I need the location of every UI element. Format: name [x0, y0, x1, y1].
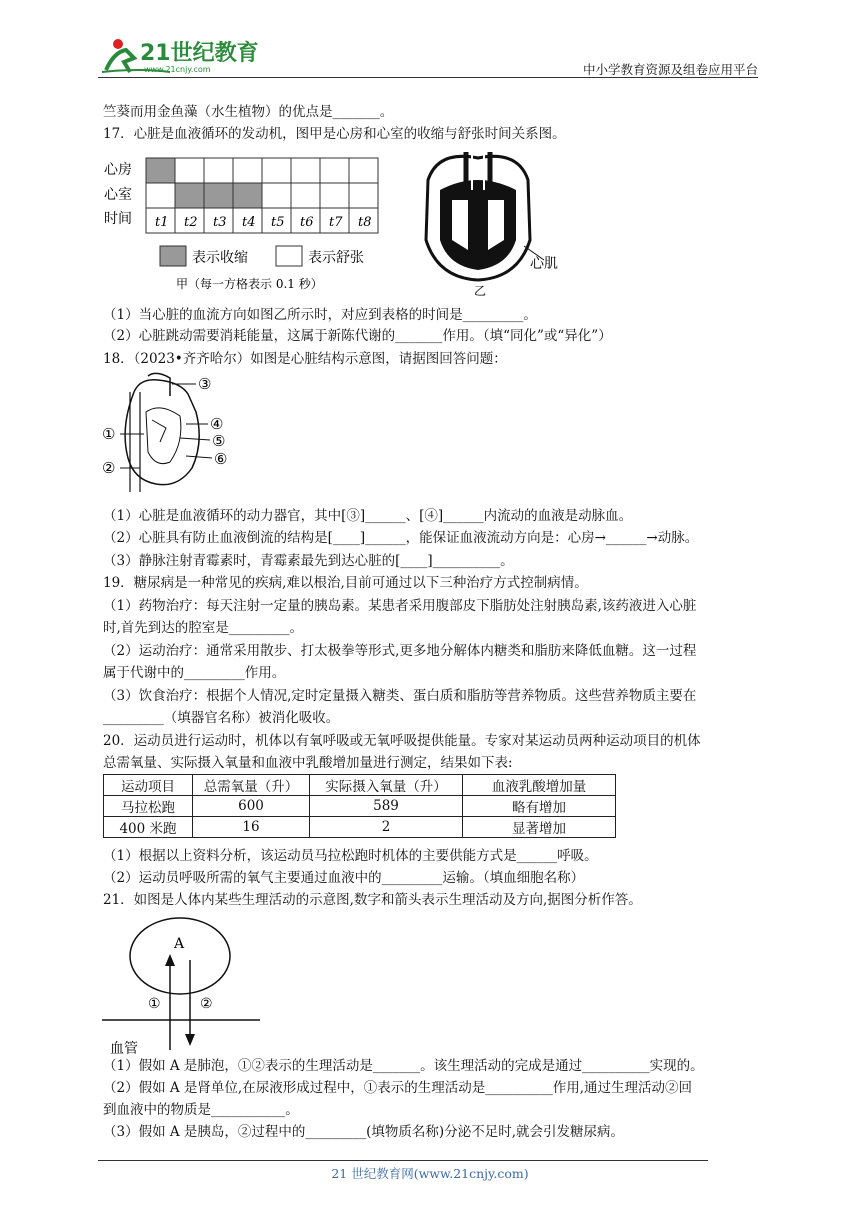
question-19-3b: _________（填器官名称）被消化吸收。 [103, 710, 340, 726]
row-label-time: 时间 [104, 211, 132, 227]
ventricle-cell [233, 183, 262, 208]
table-row [104, 796, 616, 817]
legend-contract: 表示收缩 [192, 250, 248, 266]
table-header: 血液乳酸增加量 [463, 775, 616, 796]
question-21: 21．如图是人体内某些生理活动的示意图,数字和箭头表示生理活动及方向,据图分析作答。 [103, 892, 642, 908]
table-cell: 600 [193, 796, 310, 817]
question-21-2b: 到血液中的物质是___________。 [103, 1102, 299, 1118]
arrow-1-label: ① [148, 996, 161, 1012]
question-18-3: （3）静脉注射青霉素时，青霉素最先到达心脏的[____]__________。 [103, 553, 514, 569]
question-19-1b: 时,首先到达的腔室是_________。 [103, 620, 304, 636]
footer-rule [98, 1160, 708, 1161]
time-label: t8 [358, 215, 372, 230]
label-5: ⑤ [212, 432, 226, 450]
question-18-2: （2）心脏具有防止血液倒流的结构是[____]______，能保证血液流动方向是：心房→______→动脉。 [103, 530, 699, 546]
row-label-atrium: 心房 [104, 162, 132, 178]
atrium-cell [175, 158, 204, 183]
question-20a: 20．运动员进行运动时，机体以有氧呼吸或无氧呼吸提供能量。专家对某运动员两种运动项目的机体 [103, 733, 701, 749]
question-20-1: （1）根据以上资料分析，该运动员马拉松跑时机体的主要供能方式是______呼吸。 [103, 848, 598, 864]
legend-relax-swatch [276, 246, 302, 266]
ventricle-cell [320, 183, 349, 208]
atrium-cell [349, 158, 378, 183]
platform-name: 中小学教育资源及组卷应用平台 [582, 62, 758, 77]
question-19-1a: （1）药物治疗：每天注射一定量的胰岛素。某患者采用腹部皮下脂肪处注射胰岛素,该药液进入心脏 [103, 598, 697, 614]
time-grid [146, 158, 378, 233]
question-20-2: （2）运动员呼吸所需的氧气主要通过血液中的_________运输。（填血细胞名称） [103, 870, 585, 886]
arrow-2-label: ② [200, 996, 213, 1012]
muscle-label: 心肌 [530, 256, 558, 272]
table-cell: 400 米跑 [104, 817, 193, 838]
table-header: 实际摄入氧量（升） [310, 775, 463, 796]
figure-17 [100, 150, 560, 304]
circle-label: A [174, 936, 185, 952]
question-18-1: （1）心脏是血液循环的动力器官，其中[③]______、[④]______内流动的血液是动脉血。 [103, 508, 633, 524]
question-17-1: （1）当心脏的血流方向如图乙所示时，对应到表格的时间是_________。 [103, 307, 537, 323]
atrium-cell [146, 158, 175, 183]
time-label: t3 [213, 215, 227, 230]
data-table [103, 774, 616, 838]
logo-url: www.21cnjy.com [144, 65, 211, 74]
question-21-2a: （2）假如 A 是肾单位,在尿液形成过程中，①表示的生理活动是__________作用,通过生理活动②回 [103, 1080, 693, 1096]
header-rule [98, 77, 758, 78]
logo [100, 32, 260, 80]
time-label: t7 [329, 215, 343, 230]
table-row [104, 817, 616, 838]
table-cell: 马拉松跑 [104, 796, 193, 817]
ventricle-cell [291, 183, 320, 208]
question-18: 18．（2023•齐齐哈尔）如图是心脏结构示意图，请据图回答问题： [103, 351, 507, 367]
time-label: t5 [271, 215, 285, 230]
question-19-3a: （3）饮食治疗：根据个人情况,定时定量摄入糖类、蛋白质和脂肪等营养物质。这些营养物质主要在 [103, 688, 697, 704]
atrium-cell [291, 158, 320, 183]
label-1: ① [102, 425, 116, 443]
time-label: t4 [242, 215, 256, 230]
figure-18 [100, 372, 250, 504]
legend-relax: 表示舒张 [308, 250, 364, 266]
question-19: 19．糖尿病是一种常见的疾病,难以根治,目前可通过以下三种治疗方式控制病情。 [103, 575, 588, 591]
time-label: t2 [184, 215, 198, 230]
question-17-2: （2）心脏跳动需要消耗能量，这属于新陈代谢的_______作用。（填“同化”或“异化”） [103, 328, 612, 344]
heart-diagram [426, 152, 558, 298]
time-label: t1 [155, 215, 169, 230]
table-header: 运动项目 [104, 775, 193, 796]
question-19-2a: （2）运动治疗：通常采用散步、打太极拳等形式,更多地分解体内糖类和脂肪来降低血糖。这一过程 [103, 643, 697, 659]
text-line: 竺葵而用金鱼藻（水生植物）的优点是_______。 [103, 104, 394, 120]
row-label-ventricle: 心室 [104, 187, 132, 203]
figure-21 [100, 912, 270, 1062]
ventricle-cell [146, 183, 175, 208]
table-cell: 16 [193, 817, 310, 838]
logo-text: 21世纪教育 [140, 41, 259, 66]
footer-link[interactable]: 21 世纪教育网(www.21cnjy.com) [331, 1166, 529, 1181]
atrium-cell [204, 158, 233, 183]
label-6: ⑥ [214, 450, 228, 468]
table-cell: 显著增加 [463, 817, 616, 838]
atrium-cell [262, 158, 291, 183]
ventricle-cell [204, 183, 233, 208]
table-header-row [104, 775, 616, 796]
table-cell: 2 [310, 817, 463, 838]
figure-b-label: 乙 [474, 284, 487, 298]
table-cell: 略有增加 [463, 796, 616, 817]
table-cell: 589 [310, 796, 463, 817]
question-21-3: （3）假如 A 是胰岛，②过程中的_________(填物质名称)分泌不足时,就会引发糖尿病。 [103, 1124, 624, 1140]
time-label: t6 [300, 215, 314, 230]
question-20b: 总需氧量、实际摄入氧量和血液中乳酸增加量进行测定，结果如下表: [103, 755, 513, 771]
label-4: ④ [210, 415, 224, 433]
vessel-label: 血管 [110, 1041, 138, 1057]
legend-contract-swatch [160, 246, 186, 266]
atrium-cell [233, 158, 262, 183]
question-17: 17．心脏是血液循环的发动机，图甲是心房和心室的收缩与舒张时间关系图。 [103, 126, 566, 142]
label-2: ② [102, 459, 116, 477]
ventricle-cell [349, 183, 378, 208]
ventricle-cell [175, 183, 204, 208]
label-3: ③ [198, 375, 212, 393]
atrium-cell [320, 158, 349, 183]
table-header: 总需氧量（升） [193, 775, 310, 796]
figure-17-caption: 甲（每一方格表示 0.1 秒） [176, 277, 323, 291]
question-21-1: （1）假如 A 是肺泡，①②表示的生理活动是_______。该生理活动的完成是通过__________实现的。 [103, 1058, 704, 1074]
ventricle-cell [262, 183, 291, 208]
question-19-2b: 属于代谢中的_________作用。 [103, 665, 286, 681]
